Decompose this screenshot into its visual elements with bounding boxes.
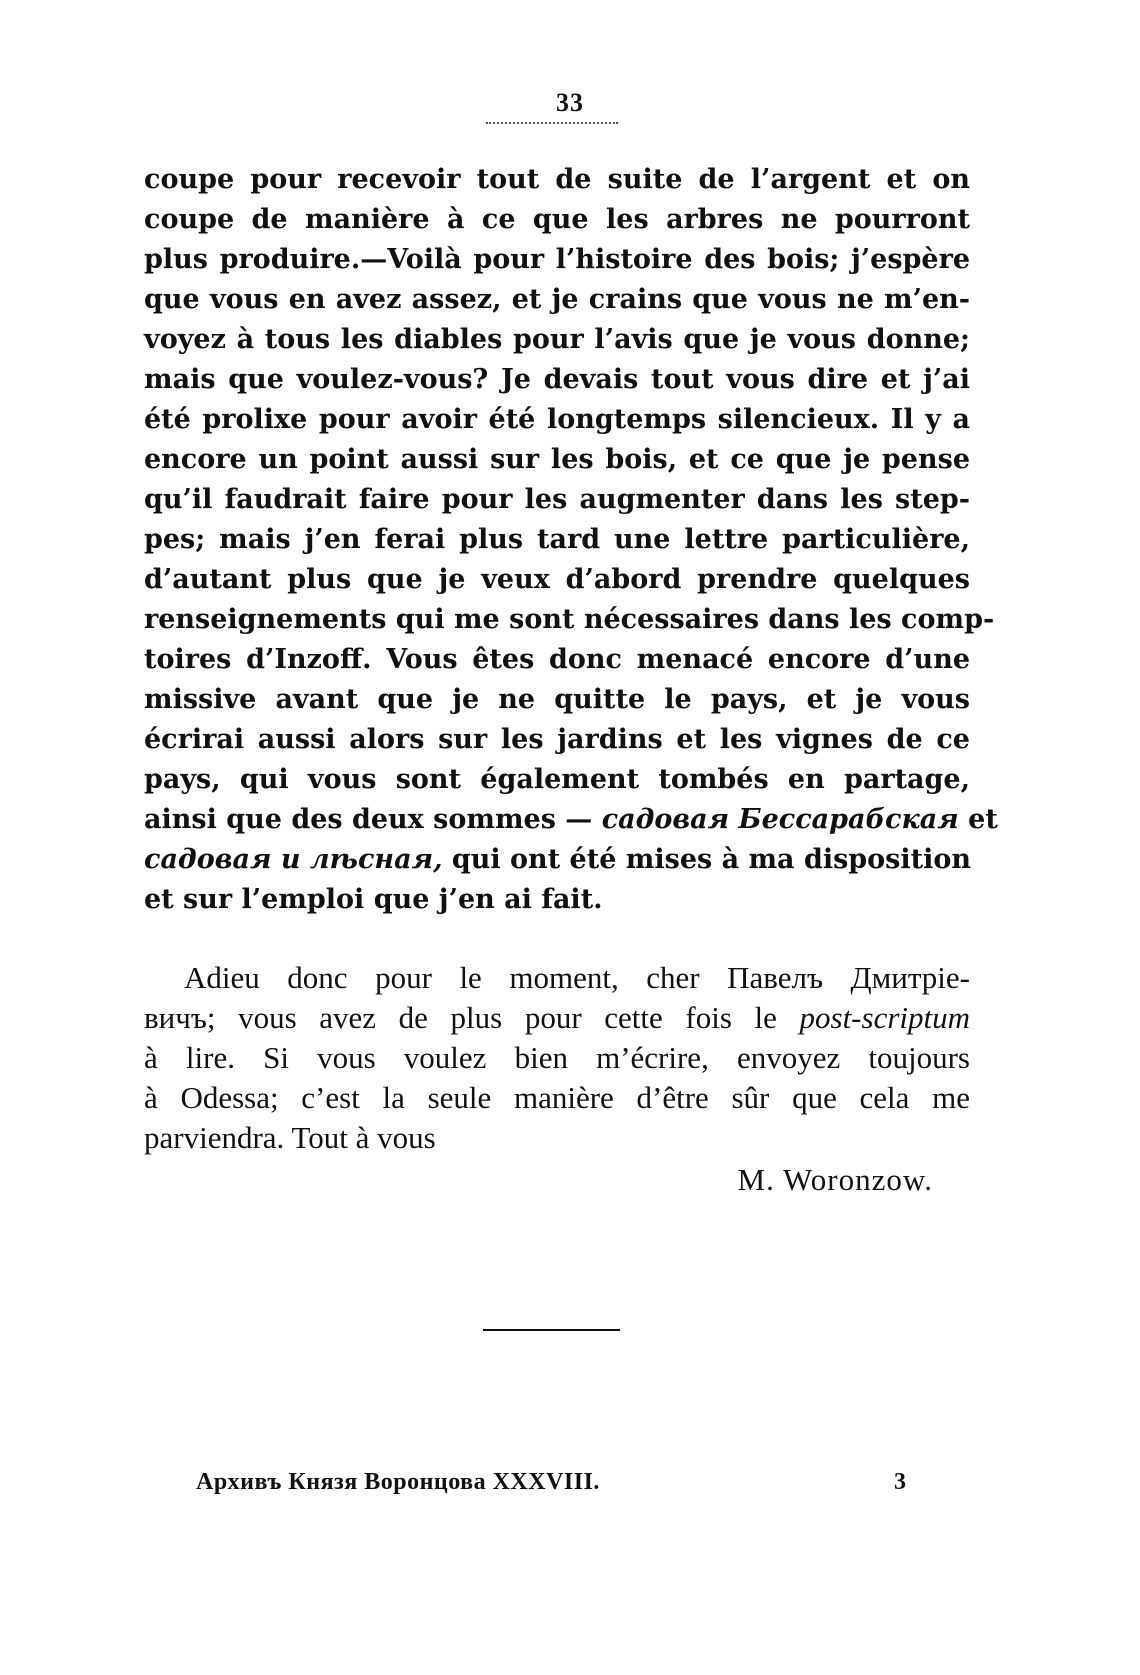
- text-line-10: pes; mais j’en ferai plus tard une lettre particulière,: [144, 524, 970, 555]
- text-line-1: coupe pour recevoir tout de suite de l’argent et on: [144, 164, 970, 195]
- text-line-8: encore un point aussi sur les bois, et ce que je pense: [144, 444, 970, 475]
- text-line-2: coupe de manière à ce que les arbres ne pourront: [144, 204, 970, 235]
- text-line-4: que vous en avez assez, et je crains que vous ne m’en-: [144, 284, 970, 315]
- russian-term-sadovaya-bessarabskaya: садовая Бессарабская: [601, 804, 959, 835]
- letter-body: [144, 160, 998, 920]
- text-line-9: qu’il faudrait faire pour les augmenter dans les step-: [144, 484, 970, 515]
- text-line-11: d’autant plus que je veux d’abord prendre quelques: [144, 564, 970, 595]
- text-line-7: été prolixe pour avoir été longtemps silencieux. Il y a: [144, 404, 970, 435]
- text-line-17: [144, 800, 998, 840]
- closing-line-3: à lire. Si vous voulez bien m’écrire, envoyez toujours: [144, 1040, 970, 1075]
- closing-line-4: à Odessa; c’est la seule manière d’être sûr que cela me: [144, 1080, 970, 1115]
- section-divider: [483, 1329, 620, 1331]
- russian-term-sadovaya-lesnaya: садовая и лѣсная,: [144, 844, 443, 875]
- post-scriptum-term: post-scriptum: [799, 1000, 970, 1035]
- text-line-17-end: et: [958, 804, 998, 835]
- text-line-19: et sur l’emploi que j’en ai fait.: [144, 884, 603, 915]
- page-number: 33: [556, 88, 584, 117]
- closing-line-1: Adieu donc pour le moment, cher Павелъ Дмитріе-: [184, 960, 970, 995]
- text-line-18: [144, 840, 970, 880]
- text-line-16: pays, qui vous sont également tombés en partage,: [144, 764, 970, 795]
- text-line-13: toires d’Inzoff. Vous êtes donc menacé encore d’une: [144, 644, 970, 675]
- text-line-14: missive avant que je ne quitte le pays, et je vous: [144, 684, 970, 715]
- text-line-18-end: qui ont été mises à ma disposition: [442, 844, 972, 875]
- text-line-5: voyez à tous les diables pour l’avis que je vous donne;: [144, 324, 970, 355]
- closing-line-2: [144, 998, 970, 1038]
- closing-paragraph: [144, 958, 970, 1158]
- text-line-12: renseignements qui me sont nécessaires dans les comp-: [144, 604, 995, 635]
- closing-line-2-start: вичъ; vous avez de plus pour cette fois le: [144, 1000, 800, 1035]
- footer-sheet-number: 3: [894, 1469, 906, 1495]
- page-number-ornament: [486, 122, 618, 124]
- footer-archive-title: Архивъ Князя Воронцова XXXVIII.: [196, 1469, 600, 1495]
- text-line-6: mais que voulez-vous? Je devais tout vous dire et j’ai: [144, 364, 970, 395]
- closing-line-5: parviendra. Tout à vous: [144, 1120, 436, 1155]
- text-line-17-start: ainsi que des deux sommes —: [144, 804, 602, 835]
- signature: M. Woronzow.: [737, 1162, 933, 1197]
- text-line-15: écrirai aussi alors sur les jardins et les vignes de ce: [144, 724, 970, 755]
- text-line-3: plus produire.—Voilà pour l’histoire des bois; j’espère: [144, 244, 970, 275]
